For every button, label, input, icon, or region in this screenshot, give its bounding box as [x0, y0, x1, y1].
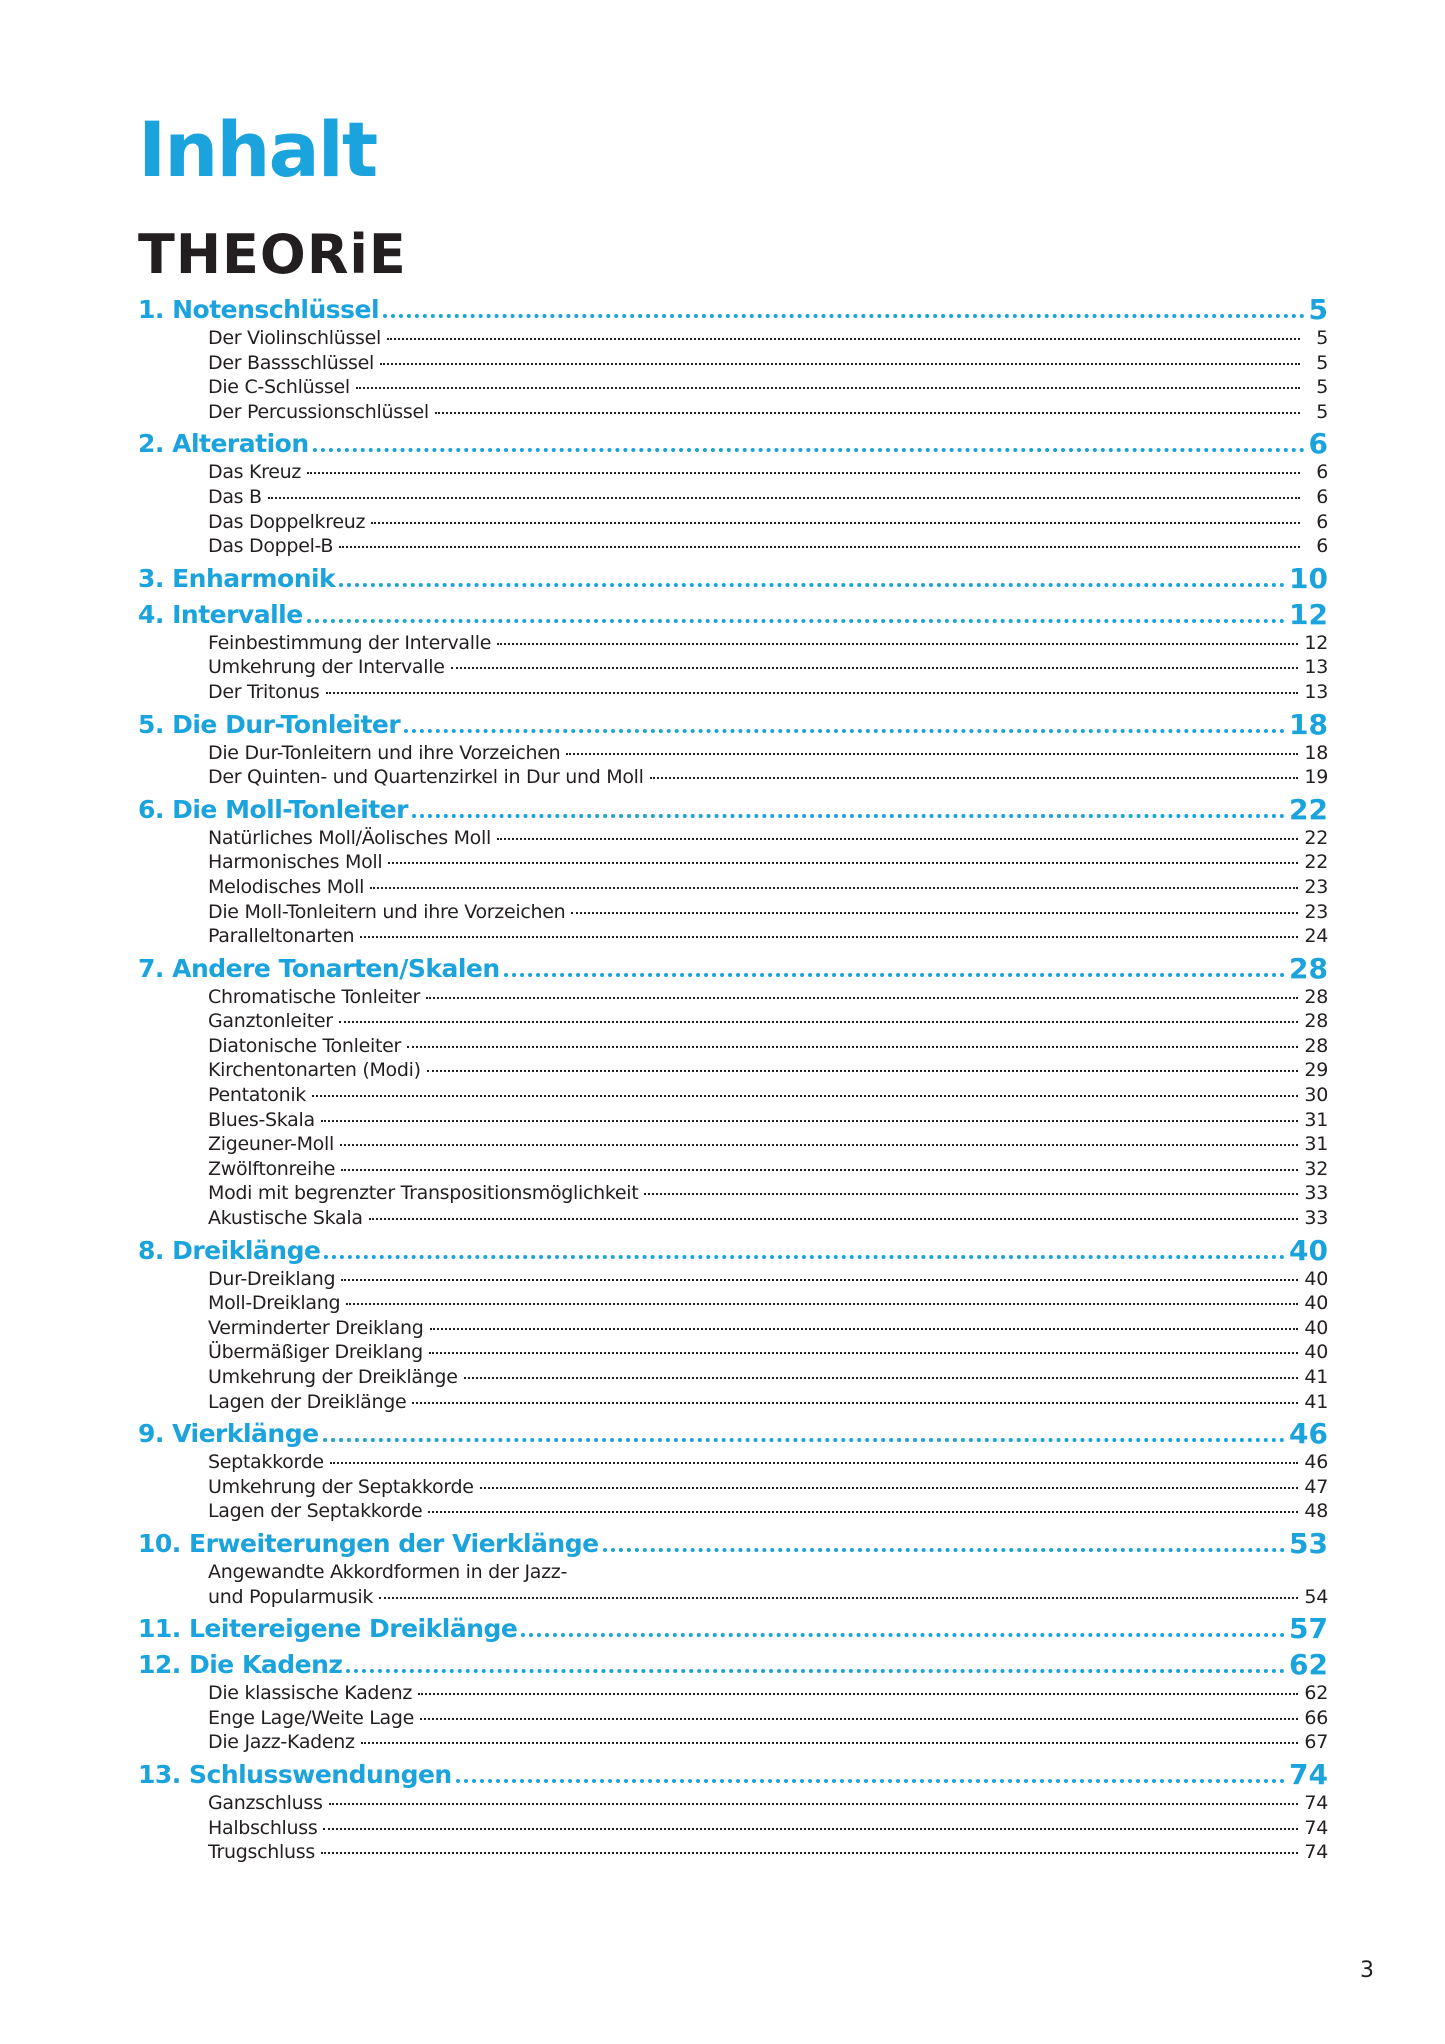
subentry-title: Dur-Dreiklang — [208, 1267, 336, 1290]
toc-subentry[interactable] — [138, 485, 1328, 510]
chapter-title: 11. Leitereigene Dreiklänge — [138, 1614, 518, 1644]
subentry-title: Trugschluss — [208, 1841, 315, 1864]
subentry-page-number: 47 — [1304, 1475, 1328, 1498]
toc-subentry[interactable] — [138, 1157, 1328, 1182]
subentry-title: Der Tritonus — [208, 680, 320, 703]
chapter-title: 6. Die Moll-Tonleiter — [138, 794, 409, 824]
toc-chapter-entry[interactable] — [138, 1609, 1328, 1645]
subentry-page-number: 31 — [1304, 1108, 1328, 1131]
subentry-title: Paralleltonarten — [208, 925, 355, 948]
dot-leader — [464, 1377, 1299, 1379]
toc-section — [138, 790, 1328, 949]
subentry-title: Die Jazz-Kadenz — [208, 1731, 355, 1754]
dot-leader — [407, 1046, 1298, 1048]
dot-leader — [435, 412, 1300, 414]
chapter-title: 12. Die Kadenz — [138, 1650, 343, 1680]
subentry-title: Die C-Schlüssel — [208, 376, 350, 399]
dot-leader — [339, 583, 1285, 587]
toc-section — [138, 1414, 1328, 1524]
dot-leader — [330, 1462, 1299, 1464]
dot-leader — [412, 1402, 1298, 1404]
subentry-page-number: 24 — [1304, 925, 1328, 948]
subentry-title: Das Kreuz — [208, 461, 302, 484]
dot-leader — [341, 1279, 1298, 1281]
subentry-page-number: 5 — [1316, 327, 1328, 349]
toc-subentry[interactable] — [138, 1291, 1328, 1316]
toc-subentry[interactable] — [138, 351, 1328, 376]
subentry-page-number: 33 — [1304, 1182, 1328, 1205]
dot-leader — [412, 814, 1285, 818]
table-of-contents — [138, 290, 1328, 1865]
toc-subentry[interactable] — [138, 741, 1328, 766]
dot-leader — [430, 1328, 1299, 1330]
chapter-page-number: 62 — [1289, 1648, 1328, 1682]
subentry-title: Feinbestimmung der Intervalle — [208, 631, 492, 654]
dot-leader — [480, 1487, 1299, 1489]
dot-leader — [497, 838, 1298, 840]
subentry-page-number: 19 — [1304, 766, 1328, 789]
dot-leader — [307, 619, 1285, 623]
chapter-title: 1. Notenschlüssel — [138, 295, 380, 324]
subentry-title: Diatonische Tonleiter — [208, 1034, 402, 1057]
subentry-title: Das B — [208, 485, 262, 508]
subentry-page-number: 13 — [1304, 656, 1328, 679]
toc-subentry[interactable] — [138, 1206, 1328, 1231]
subentry-page-number: 33 — [1304, 1207, 1328, 1230]
subentry-page-number: 6 — [1316, 461, 1328, 484]
toc-subentry[interactable] — [138, 375, 1328, 400]
subentry-page-number: 12 — [1304, 631, 1328, 654]
subentry-title: Das Doppelkreuz — [208, 510, 366, 533]
toc-chapter-entry[interactable] — [138, 424, 1328, 460]
toc-section — [138, 595, 1328, 705]
chapter-title: 13. Schlusswendungen — [138, 1759, 452, 1789]
page-number: 3 — [1360, 1958, 1374, 1983]
subentry-title: Ganztonleiter — [208, 1010, 333, 1033]
subentry-title: Septakkorde — [208, 1451, 324, 1474]
chapter-title: 2. Alteration — [138, 429, 309, 459]
dot-leader — [521, 1633, 1285, 1637]
dot-leader — [428, 1511, 1298, 1513]
toc-subentry[interactable] — [138, 1058, 1328, 1083]
dot-leader — [307, 472, 1300, 474]
subentry-title: Der Percussionschlüssel — [208, 400, 429, 423]
toc-subentry[interactable] — [138, 1499, 1328, 1524]
toc-subentry[interactable] — [138, 1450, 1328, 1475]
toc-subentry[interactable] — [138, 1132, 1328, 1157]
dot-leader — [339, 546, 1300, 548]
subentry-title: Lagen der Septakkorde — [208, 1500, 423, 1523]
subentry-title: Das Doppel-B — [208, 535, 334, 558]
toc-subentry[interactable] — [138, 765, 1328, 790]
chapter-title: 9. Vierklänge — [138, 1419, 319, 1449]
dot-leader — [426, 997, 1298, 999]
dot-leader — [370, 887, 1298, 889]
subentry-page-number: 54 — [1304, 1585, 1328, 1608]
toc-chapter-entry[interactable] — [138, 559, 1328, 595]
subentry-page-number: 22 — [1304, 826, 1328, 849]
toc-subentry[interactable] — [138, 655, 1328, 680]
toc-subentry[interactable] — [138, 1475, 1328, 1500]
part-title: THEORiE — [138, 223, 407, 286]
subentry-page-number: 28 — [1304, 1010, 1328, 1033]
toc-chapter-entry[interactable] — [138, 1755, 1328, 1791]
subentry-page-number: 62 — [1304, 1682, 1328, 1705]
chapter-title: 7. Andere Tonarten/Skalen — [138, 953, 500, 983]
dot-leader — [504, 973, 1285, 977]
dot-leader — [346, 1669, 1285, 1673]
subentry-title: Modi mit begrenzter Transpositionsmöglichkeit — [208, 1182, 639, 1205]
toc-subentry[interactable] — [138, 1034, 1328, 1059]
subentry-title: Der Quinten- und Quartenzirkel in Dur und Moll — [208, 766, 644, 789]
toc-chapter-entry[interactable] — [138, 705, 1328, 741]
dot-leader — [313, 448, 1305, 452]
dot-leader — [339, 1021, 1299, 1023]
toc-subentry[interactable] — [138, 1840, 1328, 1865]
toc-chapter-entry[interactable] — [138, 790, 1328, 826]
dot-leader — [451, 667, 1299, 669]
toc-chapter-entry[interactable] — [138, 1524, 1328, 1560]
subentry-page-number: 41 — [1304, 1390, 1328, 1413]
dot-leader — [321, 1120, 1299, 1122]
subentry-title: Harmonisches Moll — [208, 851, 383, 874]
chapter-page-number: 10 — [1289, 561, 1328, 595]
subentry-title: Die klassische Kadenz — [208, 1682, 412, 1705]
toc-subentry[interactable] — [138, 680, 1328, 705]
dot-leader — [427, 1070, 1299, 1072]
subentry-page-number: 40 — [1304, 1267, 1328, 1290]
dot-leader — [329, 1803, 1299, 1805]
toc-subentry[interactable] — [138, 1316, 1328, 1341]
dot-leader — [566, 753, 1298, 755]
toc-subentry[interactable] — [138, 1730, 1328, 1755]
subentry-title: Zigeuner-Moll — [208, 1133, 334, 1156]
toc-subentry[interactable] — [138, 326, 1328, 351]
dot-leader — [323, 1438, 1285, 1442]
dot-leader — [360, 936, 1298, 938]
subentry-page-number: 6 — [1316, 535, 1328, 558]
subentry-title: Chromatische Tonleiter — [208, 985, 420, 1008]
toc-subentry[interactable] — [138, 1083, 1328, 1108]
toc-section — [138, 290, 1328, 424]
subentry-title: Pentatonik — [208, 1084, 307, 1107]
toc-subentry[interactable] — [138, 510, 1328, 535]
toc-chapter-entry[interactable] — [138, 595, 1328, 631]
chapter-page-number: 74 — [1289, 1757, 1328, 1791]
chapter-title: 10. Erweiterungen der Vierklänge — [138, 1528, 599, 1558]
subentry-title: Moll-Dreiklang — [208, 1292, 341, 1315]
subentry-page-number: 40 — [1304, 1292, 1328, 1315]
toc-subentry[interactable] — [138, 1390, 1328, 1415]
toc-section — [138, 1609, 1328, 1645]
dot-leader — [420, 1718, 1298, 1720]
chapter-title: 4. Intervalle — [138, 599, 303, 629]
toc-subentry[interactable] — [138, 1816, 1328, 1841]
subentry-page-number: 5 — [1316, 351, 1328, 374]
subentry-page-number: 31 — [1304, 1133, 1328, 1156]
toc-subentry[interactable] — [138, 1365, 1328, 1390]
subentry-title: Kirchentonarten (Modi) — [208, 1059, 421, 1082]
dot-leader — [379, 1597, 1298, 1599]
subentry-title: Ganzschluss — [208, 1791, 323, 1814]
chapter-page-number: 5 — [1308, 293, 1328, 326]
chapter-title: 5. Die Dur-Tonleiter — [138, 709, 401, 739]
subentry-page-number: 40 — [1304, 1316, 1328, 1339]
toc-section — [138, 1524, 1328, 1609]
dot-leader — [326, 692, 1299, 694]
chapter-page-number: 22 — [1289, 792, 1328, 826]
dot-leader — [268, 497, 1300, 499]
dot-leader — [497, 643, 1298, 645]
subentry-title: Natürliches Moll/Äolisches Moll — [208, 826, 491, 849]
subentry-page-number: 5 — [1316, 400, 1328, 423]
toc-subentry[interactable] — [138, 1267, 1328, 1292]
subentry-title: Verminderter Dreiklang — [208, 1316, 424, 1339]
dot-leader — [571, 912, 1298, 914]
toc-subentry[interactable] — [138, 826, 1328, 851]
toc-subentry[interactable] — [138, 534, 1328, 559]
toc-subentry[interactable] — [138, 875, 1328, 900]
toc-section — [138, 1755, 1328, 1865]
toc-subentry[interactable] — [138, 460, 1328, 485]
toc-subentry[interactable] — [138, 1181, 1328, 1206]
subentry-title: Die Moll-Tonleitern und ihre Vorzeichen — [208, 900, 566, 923]
dot-leader — [323, 1828, 1298, 1830]
toc-subentry[interactable] — [138, 631, 1328, 656]
toc-section — [138, 949, 1328, 1231]
subentry-page-number: 13 — [1304, 680, 1328, 703]
chapter-page-number: 12 — [1289, 597, 1328, 631]
toc-subentry[interactable] — [138, 1340, 1328, 1365]
subentry-title: Akustische Skala — [208, 1207, 363, 1230]
subentry-title: Der Violinschlüssel — [208, 327, 382, 349]
toc-subentry[interactable] — [138, 1681, 1328, 1706]
toc-section — [138, 705, 1328, 790]
toc-section — [138, 1231, 1328, 1415]
subentry-page-number: 5 — [1316, 376, 1328, 399]
toc-subentry[interactable] — [138, 1009, 1328, 1034]
toc-chapter-entry[interactable] — [138, 1231, 1328, 1267]
subentry-page-number: 23 — [1304, 900, 1328, 923]
subentry-page-number: 40 — [1304, 1341, 1328, 1364]
subentry-page-number: 32 — [1304, 1157, 1328, 1180]
toc-subentry[interactable] — [138, 400, 1328, 425]
subentry-page-number: 41 — [1304, 1366, 1328, 1388]
chapter-page-number: 6 — [1308, 427, 1328, 461]
subentry-title: Blues-Skala — [208, 1108, 315, 1131]
dot-leader — [312, 1095, 1298, 1097]
chapter-page-number: 53 — [1289, 1526, 1328, 1560]
subentry-page-number: 67 — [1304, 1731, 1328, 1754]
page-title: Inhalt — [138, 105, 377, 194]
subentry-page-number: 23 — [1304, 875, 1328, 898]
subentry-page-number: 28 — [1304, 985, 1328, 1008]
subentry-page-number: 22 — [1304, 851, 1328, 874]
subentry-page-number: 66 — [1304, 1706, 1328, 1729]
toc-section — [138, 559, 1328, 595]
dot-leader — [650, 777, 1299, 779]
dot-leader — [340, 1144, 1298, 1146]
subentry-page-number: 6 — [1316, 510, 1328, 533]
subentry-page-number: 29 — [1304, 1059, 1328, 1082]
subentry-title: Melodisches Moll — [208, 875, 365, 898]
dot-leader — [418, 1693, 1298, 1695]
toc-section — [138, 424, 1328, 558]
toc-subentry[interactable] — [138, 1560, 1328, 1585]
toc-chapter-entry[interactable] — [138, 949, 1328, 985]
dot-leader — [644, 1193, 1298, 1195]
subentry-title: Umkehrung der Dreiklänge — [208, 1366, 458, 1388]
chapter-page-number: 40 — [1289, 1233, 1328, 1267]
toc-chapter-entry[interactable] — [138, 1645, 1328, 1681]
subentry-title: Halbschluss — [208, 1816, 318, 1839]
toc-subentry[interactable] — [138, 985, 1328, 1010]
subentry-title: Der Bassschlüssel — [208, 351, 375, 374]
dot-leader — [324, 1255, 1285, 1259]
chapter-title: 8. Dreiklänge — [138, 1235, 321, 1265]
toc-chapter-entry[interactable] — [138, 1414, 1328, 1450]
subentry-title: Zwölftonreihe — [208, 1157, 336, 1180]
toc-subentry[interactable] — [138, 1585, 1328, 1610]
dot-leader — [603, 1548, 1285, 1552]
chapter-title: 3. Enharmonik — [138, 563, 336, 593]
toc-chapter-entry[interactable] — [138, 290, 1328, 326]
chapter-page-number: 18 — [1289, 707, 1328, 741]
subentry-page-number: 28 — [1304, 1034, 1328, 1057]
dot-leader — [456, 1779, 1285, 1783]
subentry-page-number: 46 — [1304, 1451, 1328, 1474]
toc-subentry[interactable] — [138, 924, 1328, 949]
toc-subentry[interactable] — [138, 1791, 1328, 1816]
dot-leader — [404, 729, 1285, 733]
subentry-page-number: 74 — [1304, 1841, 1328, 1864]
subentry-title: Umkehrung der Intervalle — [208, 656, 445, 679]
subentry-page-number: 74 — [1304, 1791, 1328, 1814]
subentry-title: Lagen der Dreiklänge — [208, 1390, 407, 1413]
dot-leader — [387, 338, 1300, 340]
subentry-title: Umkehrung der Septakkorde — [208, 1475, 474, 1498]
dot-leader — [383, 314, 1304, 318]
toc-subentry[interactable] — [138, 850, 1328, 875]
dot-leader — [356, 387, 1300, 389]
dot-leader — [341, 1169, 1298, 1171]
chapter-page-number: 46 — [1289, 1417, 1328, 1451]
subentry-title: und Popularmusik — [208, 1585, 374, 1608]
dot-leader — [346, 1303, 1298, 1305]
dot-leader — [369, 1218, 1299, 1220]
subentry-title: Angewandte Akkordformen in der Jazz- — [208, 1560, 568, 1583]
dot-leader — [429, 1352, 1299, 1354]
subentry-page-number: 18 — [1304, 741, 1328, 764]
subentry-page-number: 74 — [1304, 1816, 1328, 1839]
dot-leader — [361, 1742, 1299, 1744]
subentry-title: Die Dur-Tonleitern und ihre Vorzeichen — [208, 741, 561, 764]
toc-section — [138, 1645, 1328, 1755]
dot-leader — [388, 862, 1298, 864]
dot-leader — [380, 363, 1300, 365]
subentry-title: Enge Lage/Weite Lage — [208, 1706, 415, 1729]
subentry-page-number: 30 — [1304, 1084, 1328, 1107]
toc-subentry[interactable] — [138, 1108, 1328, 1133]
dot-leader — [371, 522, 1300, 524]
toc-subentry[interactable] — [138, 1706, 1328, 1731]
toc-subentry[interactable] — [138, 900, 1328, 925]
chapter-page-number: 57 — [1289, 1612, 1328, 1646]
subentry-page-number: 6 — [1316, 485, 1328, 508]
dot-leader — [321, 1852, 1298, 1854]
chapter-page-number: 28 — [1289, 951, 1328, 985]
subentry-page-number: 48 — [1304, 1500, 1328, 1523]
subentry-title: Übermäßiger Dreiklang — [208, 1341, 423, 1364]
